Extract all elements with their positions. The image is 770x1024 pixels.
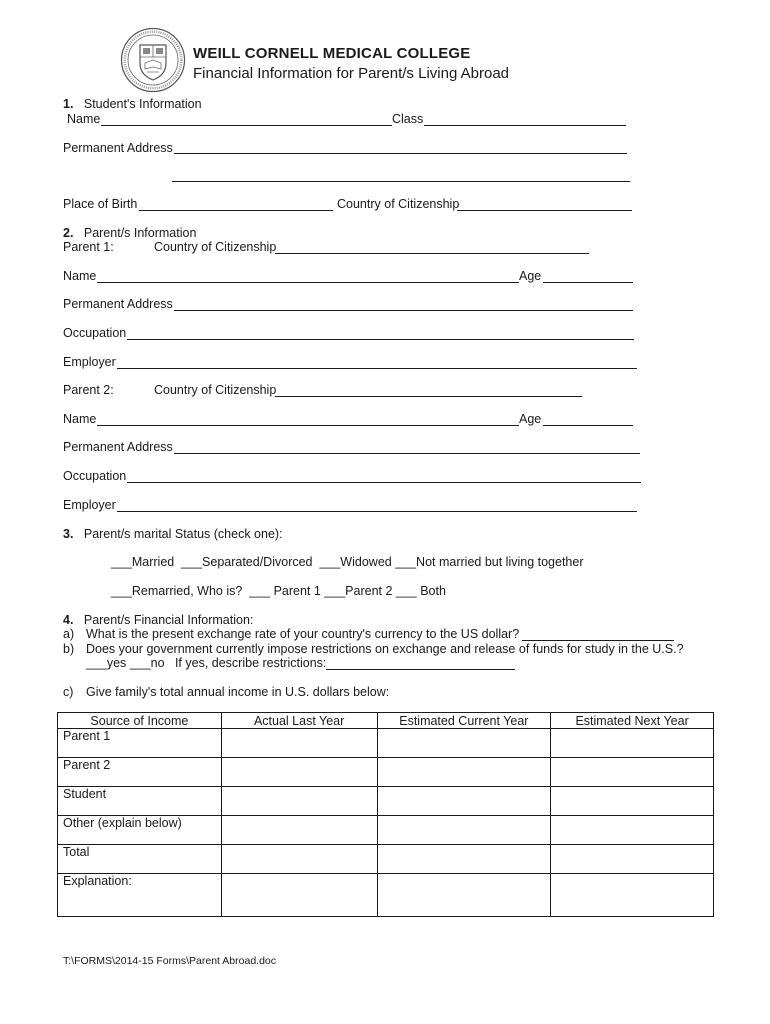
parent1-age-field[interactable] bbox=[543, 282, 633, 283]
total-current-cell[interactable] bbox=[377, 845, 551, 874]
parent1-occupation-label: Occupation bbox=[63, 326, 127, 340]
question-b-text: Does your government currently impose restrictions on exchange and release of funds for study in the U.S.? bbox=[86, 642, 684, 656]
student-country-field[interactable] bbox=[457, 210, 632, 211]
section1-heading bbox=[63, 97, 202, 111]
income-table bbox=[57, 712, 714, 917]
section2-number: 2. bbox=[63, 226, 74, 240]
table-row bbox=[58, 758, 714, 787]
parent2-occupation-field[interactable] bbox=[127, 482, 641, 483]
total-actual-cell[interactable] bbox=[221, 845, 377, 874]
question-b-answer-options[interactable]: ___yes ___no If yes, describe restrictions: bbox=[86, 656, 327, 670]
form-subtitle: Financial Information for Parent/s Living Abroad bbox=[193, 65, 510, 82]
table-header-row bbox=[58, 713, 714, 729]
parent2-name-field[interactable] bbox=[97, 425, 519, 426]
parent1-country-field[interactable] bbox=[275, 253, 589, 254]
section4-title: Parent/s Financial Information: bbox=[83, 613, 254, 627]
other-actual-cell[interactable] bbox=[221, 816, 377, 845]
parent2-age-field[interactable] bbox=[543, 425, 633, 426]
parent2-occupation-label: Occupation bbox=[63, 469, 127, 483]
section1-title: Student's Information bbox=[83, 97, 202, 111]
table-row bbox=[58, 787, 714, 816]
exchange-rate-field[interactable] bbox=[522, 640, 674, 641]
header-estimated-current-year: Estimated Current Year bbox=[377, 713, 551, 729]
place-of-birth-field[interactable] bbox=[139, 210, 333, 211]
table-row bbox=[58, 845, 714, 874]
table-row bbox=[58, 816, 714, 845]
footer-file-path: T:\FORMS\2014-15 Forms\Parent Abroad.doc bbox=[63, 955, 277, 967]
question-c-letter: c) bbox=[63, 685, 74, 699]
parent2-label: Parent 2: bbox=[63, 383, 114, 397]
student-name-field[interactable] bbox=[101, 125, 392, 126]
question-c-text: Give family's total annual income in U.S. dollars below: bbox=[86, 685, 390, 699]
marital-status-options-row1[interactable]: ___Married ___Separated/Divorced ___Widowed ___Not married but living together bbox=[111, 555, 584, 569]
student-current-cell[interactable] bbox=[377, 787, 551, 816]
parent2-country-label: Country of Citizenship bbox=[154, 383, 277, 397]
place-of-birth-label: Place of Birth bbox=[63, 197, 138, 211]
parent1-address-field[interactable] bbox=[174, 310, 633, 311]
section3-number: 3. bbox=[63, 527, 74, 541]
parent1-occupation-field[interactable] bbox=[127, 339, 634, 340]
table-row bbox=[58, 874, 714, 917]
student-address-field-2[interactable] bbox=[172, 181, 630, 182]
student-address-field[interactable] bbox=[174, 153, 627, 154]
parent1-address-label: Permanent Address bbox=[63, 297, 173, 311]
header-estimated-next-year: Estimated Next Year bbox=[551, 713, 714, 729]
parent2-name-label: Name bbox=[63, 412, 97, 426]
parent1-actual-cell[interactable] bbox=[221, 729, 377, 758]
parent1-employer-label: Employer bbox=[63, 355, 116, 369]
college-name: WEILL CORNELL MEDICAL COLLEGE bbox=[193, 45, 471, 62]
section3-title: Parent/s marital Status (check one): bbox=[83, 527, 283, 541]
header-actual-last-year: Actual Last Year bbox=[221, 713, 377, 729]
table-row bbox=[58, 729, 714, 758]
other-current-cell[interactable] bbox=[377, 816, 551, 845]
explanation-next-cell[interactable] bbox=[551, 874, 714, 917]
row-label-student: Student bbox=[58, 787, 222, 816]
section2-title: Parent/s Information bbox=[83, 226, 197, 240]
parent2-address-label: Permanent Address bbox=[63, 440, 173, 454]
section1-number: 1. bbox=[63, 97, 74, 111]
section4-heading bbox=[63, 613, 253, 627]
marital-status-options-row2[interactable]: ___Remarried, Who is? ___ Parent 1 ___Parent 2 ___ Both bbox=[111, 584, 446, 598]
student-name-label: Name bbox=[67, 112, 101, 126]
parent2-current-cell[interactable] bbox=[377, 758, 551, 787]
parent1-next-cell[interactable] bbox=[551, 729, 714, 758]
parent1-age-label: Age bbox=[519, 269, 542, 283]
student-actual-cell[interactable] bbox=[221, 787, 377, 816]
parent2-employer-field[interactable] bbox=[117, 511, 637, 512]
student-address-label: Permanent Address bbox=[63, 141, 173, 155]
row-label-explanation: Explanation: bbox=[58, 874, 222, 917]
explanation-actual-cell[interactable] bbox=[221, 874, 377, 917]
section2-heading bbox=[63, 226, 196, 240]
section4-number: 4. bbox=[63, 613, 74, 627]
parent1-name-field[interactable] bbox=[97, 282, 519, 283]
parent2-address-field[interactable] bbox=[174, 453, 640, 454]
parent1-name-label: Name bbox=[63, 269, 97, 283]
explanation-current-cell[interactable] bbox=[377, 874, 551, 917]
total-next-cell[interactable] bbox=[551, 845, 714, 874]
section3-heading bbox=[63, 527, 283, 541]
question-b-letter: b) bbox=[63, 642, 75, 656]
student-country-label: Country of Citizenship bbox=[337, 197, 460, 211]
other-next-cell[interactable] bbox=[551, 816, 714, 845]
parent2-actual-cell[interactable] bbox=[221, 758, 377, 787]
row-label-parent2: Parent 2 bbox=[58, 758, 222, 787]
parent2-age-label: Age bbox=[519, 412, 542, 426]
parent2-country-field[interactable] bbox=[275, 396, 582, 397]
header-source-of-income: Source of Income bbox=[58, 713, 222, 729]
parent1-country-label: Country of Citizenship bbox=[154, 240, 277, 254]
row-label-total: Total bbox=[58, 845, 222, 874]
parent1-current-cell[interactable] bbox=[377, 729, 551, 758]
row-label-other: Other (explain below) bbox=[58, 816, 222, 845]
row-label-parent1: Parent 1 bbox=[58, 729, 222, 758]
parent2-next-cell[interactable] bbox=[551, 758, 714, 787]
student-class-field[interactable] bbox=[424, 125, 626, 126]
student-class-label: Class bbox=[392, 112, 424, 126]
question-a-letter: a) bbox=[63, 627, 75, 641]
student-next-cell[interactable] bbox=[551, 787, 714, 816]
restrictions-field[interactable] bbox=[326, 669, 515, 670]
parent2-employer-label: Employer bbox=[63, 498, 116, 512]
parent1-employer-field[interactable] bbox=[117, 368, 637, 369]
question-a-text: What is the present exchange rate of your country's currency to the US dollar? bbox=[86, 627, 520, 641]
college-seal-logo bbox=[120, 27, 186, 93]
parent1-label: Parent 1: bbox=[63, 240, 114, 254]
